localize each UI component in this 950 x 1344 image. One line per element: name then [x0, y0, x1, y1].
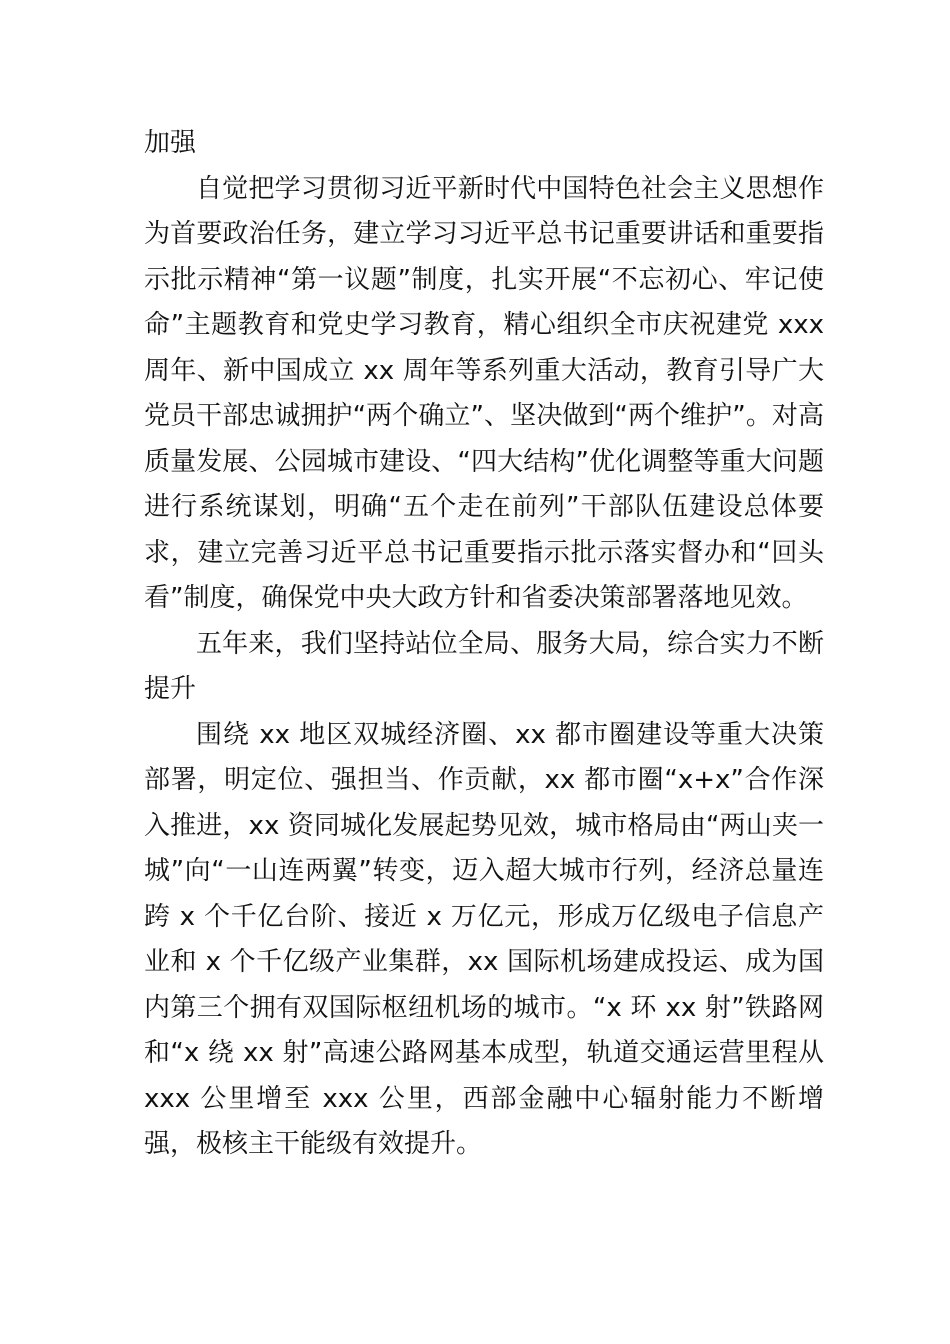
paragraph-section-heading: 五年来，我们坚持站位全局、服务大局，综合实力不断提升 [144, 628, 824, 704]
paragraph-heading-continuation: 加强 [144, 128, 197, 158]
document-body [144, 121, 824, 1168]
paragraph-economic-development: 围绕 xx 地区双城经济圈、xx 都市圈建设等重大决策部署，明定位、强担当、作贡献，xx 都市圈“x+x”合作深入推进，xx 资同城化发展起势见效，城市格局由“两山夹一城”向“一山连两翼”转变，迈入超大城市行列，经济总量连跨 x 个千亿台阶、接近 x 万亿元，形成万亿级电子信息产业和 x 个千亿级产业集群，xx 国际机场建成投运、成为国内第三个拥有双国际枢纽机场的城市。“x 环 xx 射”铁路网和“x 绕 xx 射”高速公路网基本成型，轨道交通运营里程从 xxx 公里增至 xxx 公里，西部金融中心辐射能力不断增强，极核主干能级有效提升。 [144, 719, 824, 1159]
paragraph-political-tasks: 自觉把学习贯彻习近平新时代中国特色社会主义思想作为首要政治任务，建立学习习近平总书记重要讲话和重要指示批示精神“第一议题”制度，扎实开展“不忘初心、牢记使命”主题教育和党史学习教育，精心组织全市庆祝建党 xxx 周年、新中国成立 xx 周年等系列重大活动，教育引导广大党员干部忠诚拥护“两个确立”、坚决做到“两个维护”。对高质量发展、公园城市建设、“四大结构”优化调整等重大问题进行系统谋划，明确“五个走在前列”干部队伍建设总体要求，建立完善习近平总书记重要指示批示落实督办和“回头看”制度，确保党中央大政方针和省委决策部署落地见效。 [144, 173, 824, 613]
